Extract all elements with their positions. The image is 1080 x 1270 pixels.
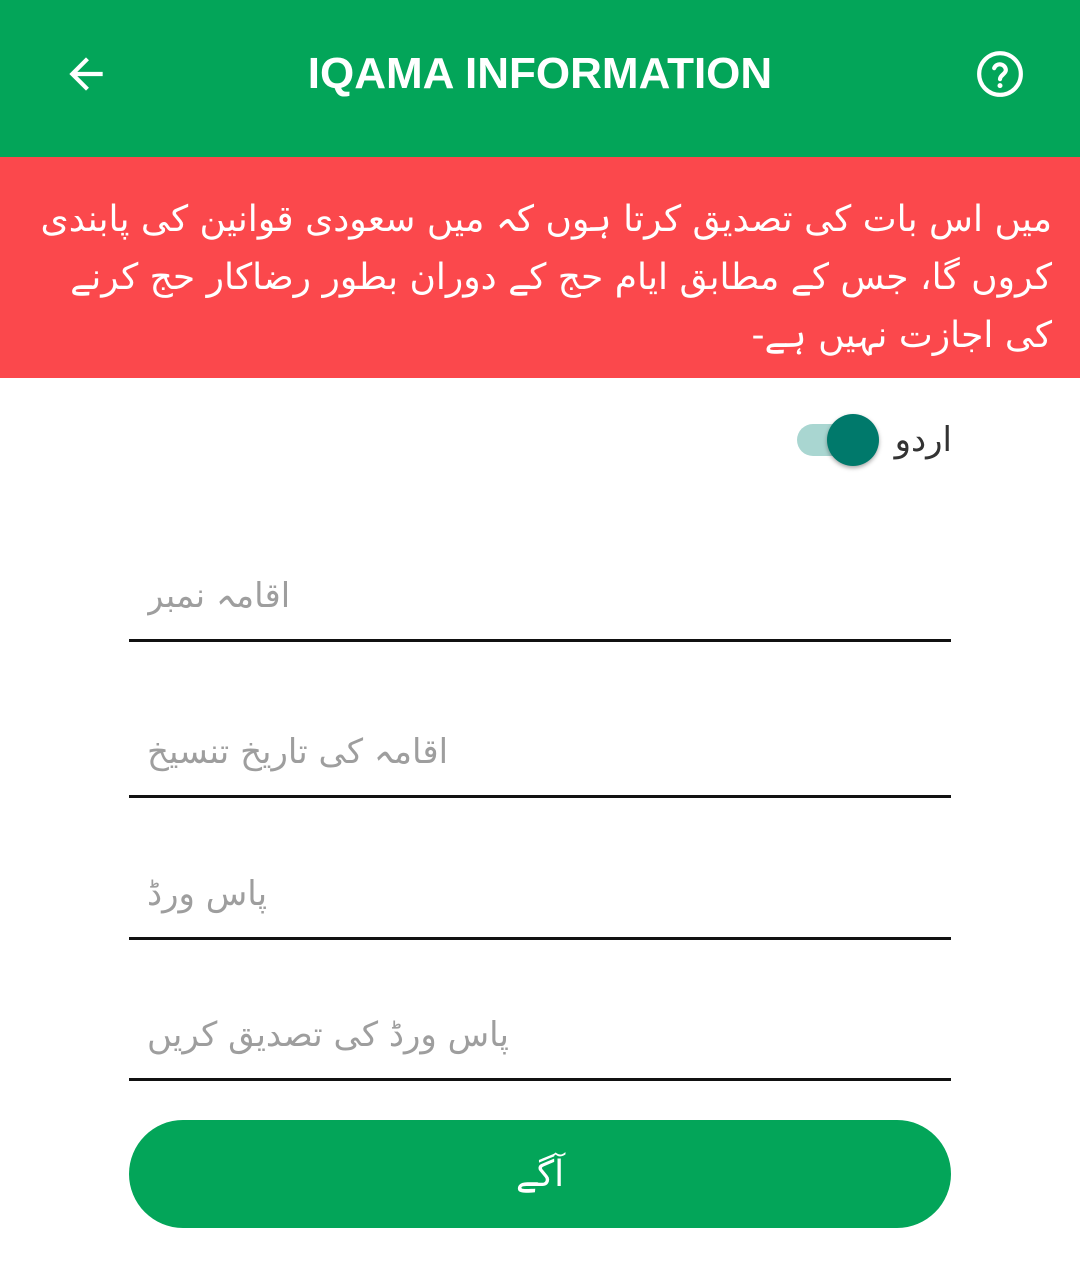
- password-input[interactable]: [129, 850, 951, 937]
- password-field: [129, 850, 951, 940]
- confirm-password-input[interactable]: [129, 991, 951, 1078]
- language-switch[interactable]: [797, 412, 881, 468]
- confirm-password-field: [129, 991, 951, 1081]
- iqama-expiry-input[interactable]: [129, 708, 951, 795]
- language-toggle-row: [797, 412, 952, 468]
- iqama-expiry-field: [129, 708, 951, 798]
- iqama-number-field: [129, 552, 951, 642]
- next-button[interactable]: آگے: [129, 1120, 951, 1228]
- help-button[interactable]: [972, 46, 1028, 102]
- app-bar: [0, 0, 1080, 157]
- iqama-number-input[interactable]: [129, 552, 951, 639]
- page-title: IQAMA INFORMATION: [307, 49, 773, 98]
- language-label: اردو: [894, 420, 952, 460]
- notice-banner: [0, 157, 1080, 378]
- notice-text: میں اس بات کی تصدیق کرتا ہوں کہ میں سعودی قوانین کی پابندی کروں گا، جس کے مطابق ایام حج کے دوران بطور رضاکار حج کرنے کی اجازت نہیں ہے-: [40, 199, 1052, 356]
- switch-thumb: [827, 414, 879, 466]
- help-circle-icon: [975, 49, 1025, 99]
